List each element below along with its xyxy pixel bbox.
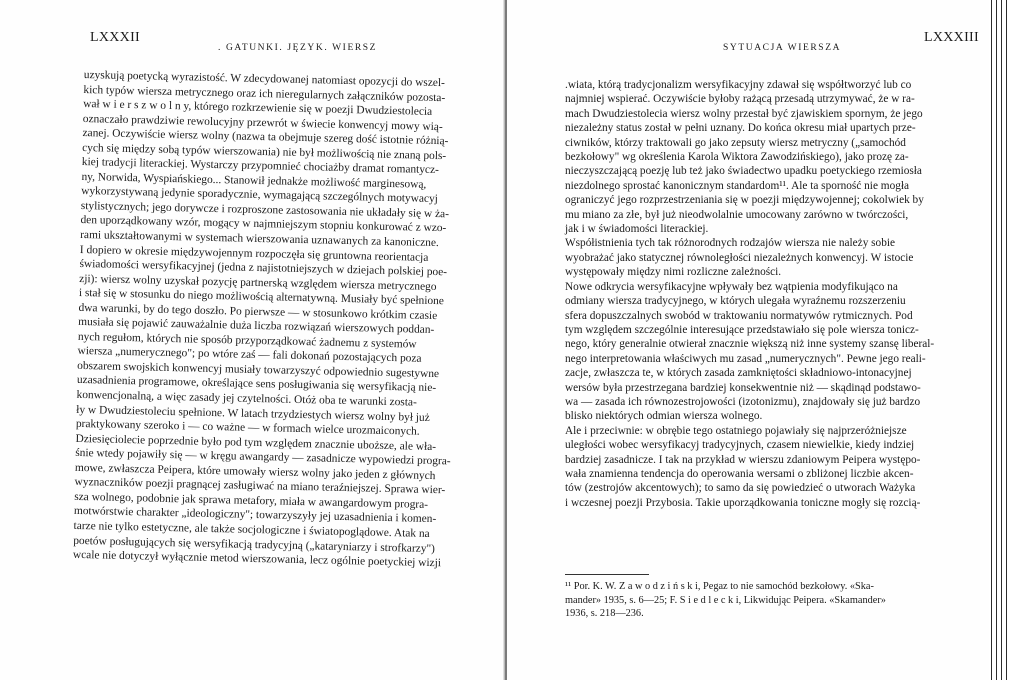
page-edge-stack [989,0,1011,680]
footnote-rule [565,574,649,575]
right-body-text: .wiata, którą tradycjonalizm wersyfikacyjny zdawał się współtworzyć lub co najmniej wspierać. Oczywiście byłoby rażącą przesadą utrzymywać, że w ra- mach Dwudziestolecia wiersz wolny przestał być zjawiskiem spornym, że jego niezależny status został w pełni uznany. Do końca okresu miał upartych prze- ciwników, którzy traktowali go jako zepsuty wiersz metryczny („samochód bezkołowy" wg określenia Karola Wiktora Zawodzińskiego), jako prozę za- nieczyszczającą poezję lub też jako świadectwo upadku poetyckiego rzemiosła niezdolnego sprostać kanonicznym standardom¹¹. Ale ta sporność nie mogła ograniczyć jego rozprzestrzeniania się w poezji międzywojennej; cokolwiek by mu miano za złe, był już nieodwolalnie umocowany zarówno w twórczości, jak i w świadomości literackiej. Współistnienia tych tak różnorodnych rodzajów wiersza nie należy sobie wyobrażać jako statycznej równoległości niezależnych konwencyj. W istocie występowały między nimi rozliczne zależności. Nowe odkrycia wersyfikacyjne wpływały bez wątpienia modyfikująco na odmiany wiersza tradycyjnego, w których ulegała wyraźnemu rozszerzeniu sfera dopuszczalnych swobód w traktowaniu normatywów rytmicznych. Pod tym względem szczególnie interesujące przedstawiało się pole wiersza tonicz- nego, który generalnie otwierał znacznie większą niż inne systemy szansę liberal- nego interpretowania właściwych mu zasad „numerycznych". Pewne jego reali- zacje, zwłaszcza te, w których zasada zamkniętości składniowo-intonacyjnej wersów była przestrzegana bardziej konsekwentnie niż — skądinąd podstawo- wa — zasada ich równozestrojowości (izotonizmu), znajdowały się już bardzo blisko niektórych odmian wiersza wolnego. Ale i przeciwnie: w obrębie tego ostatniego pojawiały się najprzeróżniejsze uległości wobec wersyfikacyj tradycyjnych, czasem niewielkie, kiedy indziej bardziej zasadnicze. I tak na przykład w wierszu zdaniowym Peipera występo- wała znamienna tendencja do operowania wersami o zbliżonej liczbie akcen- tów (zestrojów akcentowych); to samo da się powiedzieć o utworach Ważyka i wczesnej poezji Przybosia. Takie uporządkowania toniczne mogły się rozcią- [565,79,935,509]
left-page-number: LXXXII [90,30,141,45]
left-page [0,0,505,680]
right-page-number: LXXXIII [924,30,979,45]
right-running-head: SYTUACJA WIERSZA [723,43,842,53]
footnote-text: ¹¹ Por. K. W. Z a w o d z i ń s k i, Pegaz to nie samochód bezkołowy. «Ska- mander» 1935, s. 6—25; F. S i e d l e c k i, Likwidując Peipera. «Skamander» 1936, s. 218—236. [565,581,886,619]
left-body-text: uzyskują poetycką wyrazistość. W zdecydowanej natomiast opozycji do wszel- kich typów wiersza metrycznego oraz ich nieregularnych załączników pozosta- wał w i e r s z w o l n y, którego rozkrzewienie się w poezji Dwudziestolecia oznaczało prawdziwie rewolucyjny przewrót w świecie konwencyj mowy wią- zanej. Oczywiście wiersz wolny (nazwa ta obejmuje szereg dość istotnie różnią- cych się między sobą typów wierszowania) nie był możliwością nie znaną pols- kiej tradycji literackiej. Wystarczy przypomnieć chociażby dramat romantycz- ny, Norwida, Wyspiańskiego... Stanowił jednakże możliwość marginesową, wykorzystywaną jedynie sporadycznie, wymagającą szczególnych motywacyj stylistycznych; jego dorywcze i rozproszone zastosowania nie układały się w ża- den uporządkowany wzór, mogący w najmniejszym stopniu konkurować z wzo- rami ukształtowanymi w systemach wierszowania uznawanych za kanoniczne. I dopiero w okresie międzywojennym rozpoczęła się gruntowna reorientacja świadomości wersyfikacyjnej (jedna z najistotniejszych w dziejach polskiej poe- zji): wiersz wolny uzyskał pozycję partnerską względem wiersza metrycznego i stał się w stosunku do niego możliwością alternatywną. Musiały być spełnione dwa warunki, by do tego doszło. Po pierwsze — w stosunkowo krótkim czasie musiała się pojawić zauważalnie duża liczba rozwiązań wierszowych poddan- nych regułom, których nie sposób przyporządkować żadnemu z systemów wiersza „numerycznego"; po wtóre zaś — fali dokonań pozostających poza obszarem swojskich konwencyj musiały towarzyszyć odpowiednio sugestywne uzasadnienia programowe, określające sens posługiwania się wersyfikacją nie- konwencjonalną, a więc zasady jej czytelności. Otóż oba te warunki zosta- ły w Dwudziestoleciu spełnione. W latach trzydziestych wiersz wolny był już praktykowany szeroko i — co ważne — w formach wielce urozmaiconych. Dziesięciolecie poprzednie było pod tym względem znacznie uboższe, ale wła- śnie wtedy pojawiły się — w kręgu awangardy — zasadnicze wypowiedzi progra- mowe, zwłaszcza Peipera, które umowały wiersz wolny jako jeden z głównych wyznaczników poezji pragnącej zasługiwać na miano teraźniejszej. Sprawa wier- sza wolnego, podobnie jak sprawa metafory, miała w awangardowym progra- motwórstwie charakter „ideologiczny"; towarzyszyły jej uzasadnienia i komen- tarze nie tylko estetyczne, ale także socjologiczne i światopoglądowe. Atak na poetów posługujących się wersyfikacją tradycyjną („kataryniarzy i strofkarzy") wcale nie dotyczył wyłącznie metod wierszowania, lecz ogólnie poetyckiej wizji [72,68,451,570]
right-page [507,0,1011,680]
left-running-head: . GATUNKI. JĘZYK. WIERSZ [218,43,378,53]
